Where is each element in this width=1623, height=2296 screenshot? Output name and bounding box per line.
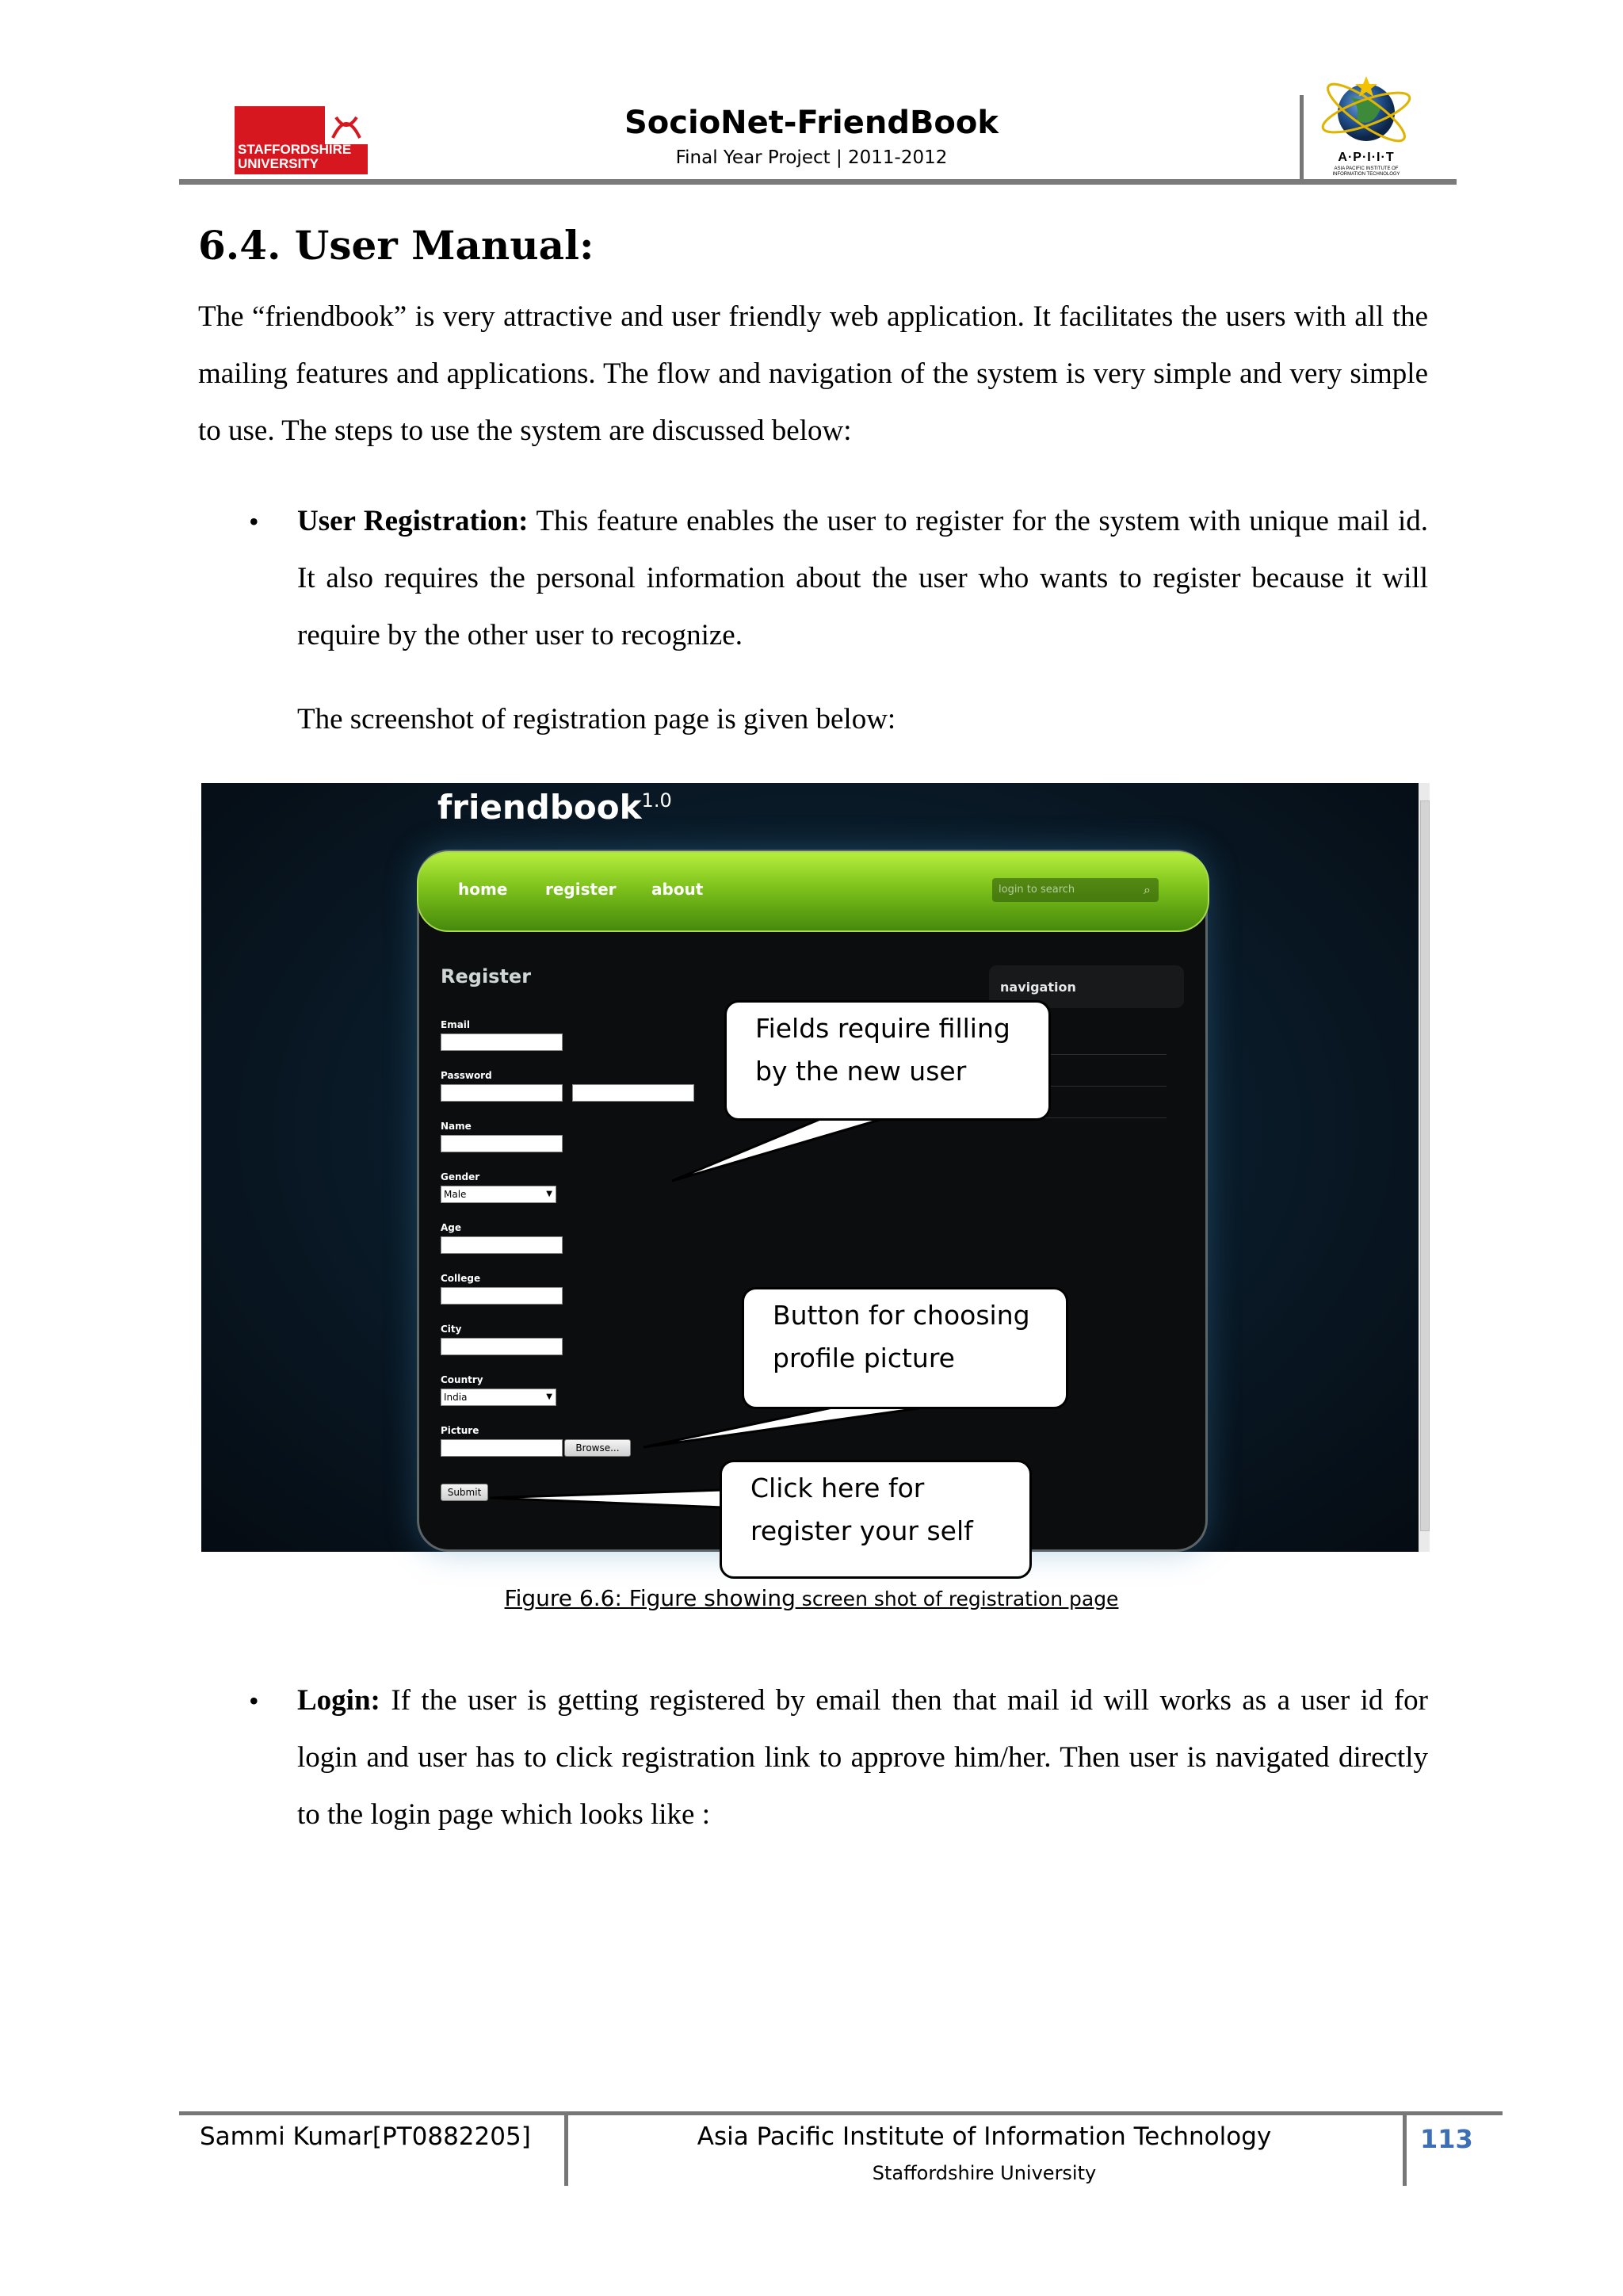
name-field[interactable] <box>441 1135 563 1152</box>
callout-fields <box>724 1000 1051 1121</box>
city-field[interactable] <box>441 1338 563 1355</box>
picture-label: Picture <box>441 1425 479 1436</box>
document-title: SocioNet-FriendBook <box>624 105 999 141</box>
footer-divider <box>1403 2111 1407 2186</box>
figure-caption-part1: Figure 6.6: Figure showing <box>504 1585 796 1611</box>
intro-paragraph: The “friendbook” is very attractive and user friendly web application. It facilitates the users with all the mailing features and applications. The flow and navigation of the system is very simple and very simple to use. The steps to use the system are discussed below: <box>198 300 1428 447</box>
bullet-registration-title: User Registration: <box>297 505 529 537</box>
age-field[interactable] <box>441 1236 563 1254</box>
page-number: 113 <box>1420 2124 1473 2154</box>
callout-browse-line1: Button for choosing <box>773 1300 1030 1331</box>
staffordshire-logo-text: STAFFORDSHIRE UNIVERSITY <box>238 142 352 171</box>
register-heading: Register <box>441 965 532 988</box>
figure-caption-part2: screen shot of registration page <box>795 1587 1119 1610</box>
submit-button[interactable]: Submit <box>441 1484 488 1501</box>
password-label: Password <box>441 1070 492 1081</box>
chevron-down-icon: ▼ <box>546 1392 552 1401</box>
country-value: India <box>444 1392 468 1403</box>
age-label: Age <box>441 1222 462 1233</box>
apiit-logo-small-text: ASIA PACIFIC INSTITUTE OF INFORMATION TECHNOLOGY <box>1332 166 1400 177</box>
screenshot-scrollbar-thumb <box>1420 800 1430 1531</box>
apiit-logo <box>1317 73 1415 176</box>
header-rule <box>179 179 1457 185</box>
bullet-login-title: Login: <box>297 1684 380 1717</box>
bullet-marker: • <box>249 1685 259 1717</box>
header-divider <box>1300 95 1304 184</box>
browse-button[interactable]: Browse... <box>564 1439 631 1457</box>
footer-rule <box>179 2111 1503 2115</box>
gender-value: Male <box>444 1189 467 1200</box>
country-label: Country <box>441 1374 483 1385</box>
chevron-down-icon: ▼ <box>546 1190 552 1198</box>
login-search-input[interactable] <box>992 878 1159 902</box>
footer-university: Staffordshire University <box>872 2162 1097 2184</box>
footer-institute: Asia Pacific Institute of Information Technology <box>697 2122 1272 2151</box>
email-label: Email <box>441 1019 471 1030</box>
country-select[interactable] <box>441 1389 556 1406</box>
nav-register[interactable]: register <box>545 880 617 899</box>
confirm-password-field[interactable] <box>572 1084 694 1102</box>
callout-submit-line1: Click here for <box>750 1473 925 1503</box>
picture-field[interactable] <box>441 1439 563 1457</box>
search-placeholder: login to search <box>999 884 1075 896</box>
navigation-label: navigation <box>1000 980 1076 995</box>
callout-fields-line1: Fields require filling <box>755 1013 1010 1044</box>
screenshot-intro: The screenshot of registration page is given below: <box>297 703 896 735</box>
figure-caption <box>0 1585 1623 1611</box>
bullet-login <box>297 1672 1428 1843</box>
bullet-login-text: If the user is getting registered by email then that mail id will works as a user id for login and user has to click registration link to approve him/her. Then user is navigated directly to the login page which looks like : <box>297 1684 1428 1831</box>
document-subtitle: Final Year Project | 2011-2012 <box>675 147 948 168</box>
friendbook-version: 1.0 <box>641 789 672 812</box>
callout-browse-line2: profile picture <box>773 1343 955 1373</box>
globe-icon <box>1317 73 1415 151</box>
search-icon: ⌕ <box>1144 882 1151 897</box>
footer-author: Sammi Kumar[PT0882205] <box>200 2122 531 2151</box>
callout-submit <box>720 1460 1032 1579</box>
college-field[interactable] <box>441 1287 563 1305</box>
city-label: City <box>441 1324 462 1335</box>
section-heading: 6.4. User Manual: <box>198 222 594 269</box>
gender-label: Gender <box>441 1171 480 1182</box>
bullet-registration <box>297 493 1428 664</box>
name-label: Name <box>441 1121 472 1132</box>
password-field[interactable] <box>441 1084 563 1102</box>
callout-fields-line2: by the new user <box>755 1056 967 1087</box>
friendbook-logo <box>437 788 672 827</box>
apiit-logo-text: A·P·I·I·T <box>1338 151 1395 164</box>
email-field[interactable] <box>441 1033 563 1051</box>
nav-home[interactable]: home <box>458 880 508 899</box>
callout-submit-line2: register your self <box>750 1515 973 1546</box>
college-label: College <box>441 1273 481 1284</box>
bullet-marker: • <box>249 506 259 537</box>
nav-about[interactable]: about <box>651 880 704 899</box>
callout-browse <box>742 1287 1068 1409</box>
friendbook-logo-text: friendbook <box>437 788 642 827</box>
bullet-registration-text: This feature enables the user to register for the system with unique mail id. It also requires the personal information about the user who wants to register because it will require by the other user to recognize. <box>297 505 1428 651</box>
gender-select[interactable] <box>441 1186 556 1203</box>
